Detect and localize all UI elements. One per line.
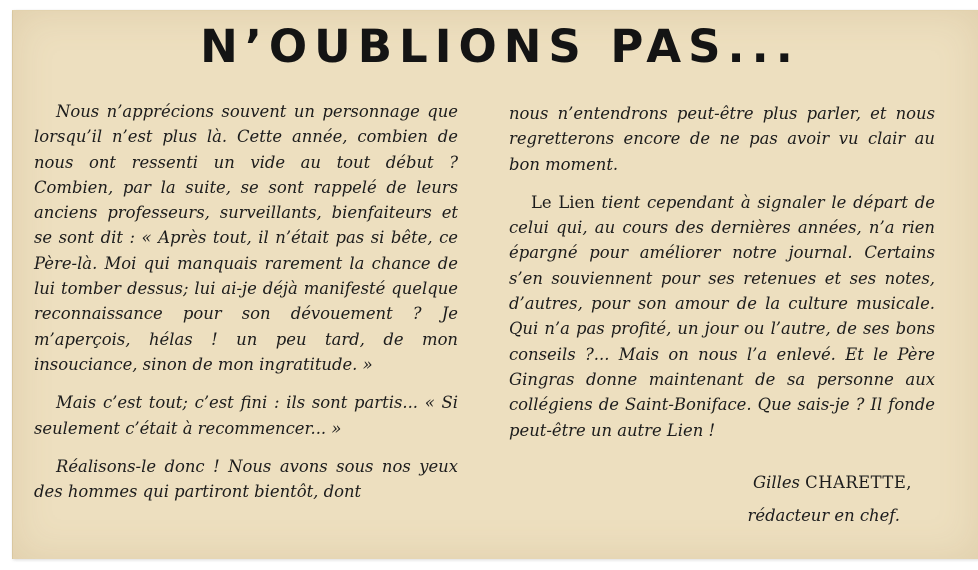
paragraph-3-continued: nous n’entendrons peut-être plus parler, et nous regretterons encore de ne pas avoir vu clair au bon moment. (509, 104, 935, 174)
paragraph-3: Réalisons-le donc ! Nous avons sous nos yeux des hommes qui partiront bientôt, dont (34, 456, 458, 502)
left-column (34, 99, 458, 504)
paragraph-4-body: tient cependant à signaler le départ de celui qui, au cours des dernières années, n’a rien épargné pour améliorer notre journal. Certains s’en souviennent pour ses retenues et ses notes, d’autres, pour son amour de la culture musicale. Qui n’a pas profité, un jour ou l’autre, de ses bons conseils ?... Mais on nous l’a enlevé. Et le Père Gingras donne maintenant de sa personne aux collégiens de Saint-Boniface. Que sais-je ? Il fonde peut-être un autre Lien ! (509, 192, 935, 440)
author-signature (620, 470, 912, 495)
author-role: rédacteur en chef. (747, 506, 900, 525)
author-last-name: CHARETTE, (805, 473, 912, 492)
paragraph-4 (509, 190, 935, 443)
right-column (509, 101, 935, 443)
author-first-name: Gilles (753, 473, 800, 492)
paragraph-2: Mais c’est tout; c’est fini : ils sont partis... « Si seulement c’était à recommencer... » (34, 393, 458, 438)
journal-name: Le Lien (531, 192, 595, 212)
paragraph-1: Nous n’apprécions souvent un personnage que lorsqu’il n’est plus là. Cette année, combien de nous ont ressenti un vide au tout début ? Combien, par la suite, se sont rappelé de leurs anciens professeurs, surveillants, bienfaiteurs et se sont dit : « Après tout, il n’était pas si bête, ce Père-là. Moi qui manquais rarement la chance de lui tomber dessus; lui ai-je déjà manifesté quelque reconnaissance pour son dévouement ? Je m’aperçois, hélas ! un peu tard, de mon insouciance, sinon de mon ingratitude. » (34, 102, 458, 374)
article-title: N’OUBLIONS PAS... (200, 20, 800, 73)
